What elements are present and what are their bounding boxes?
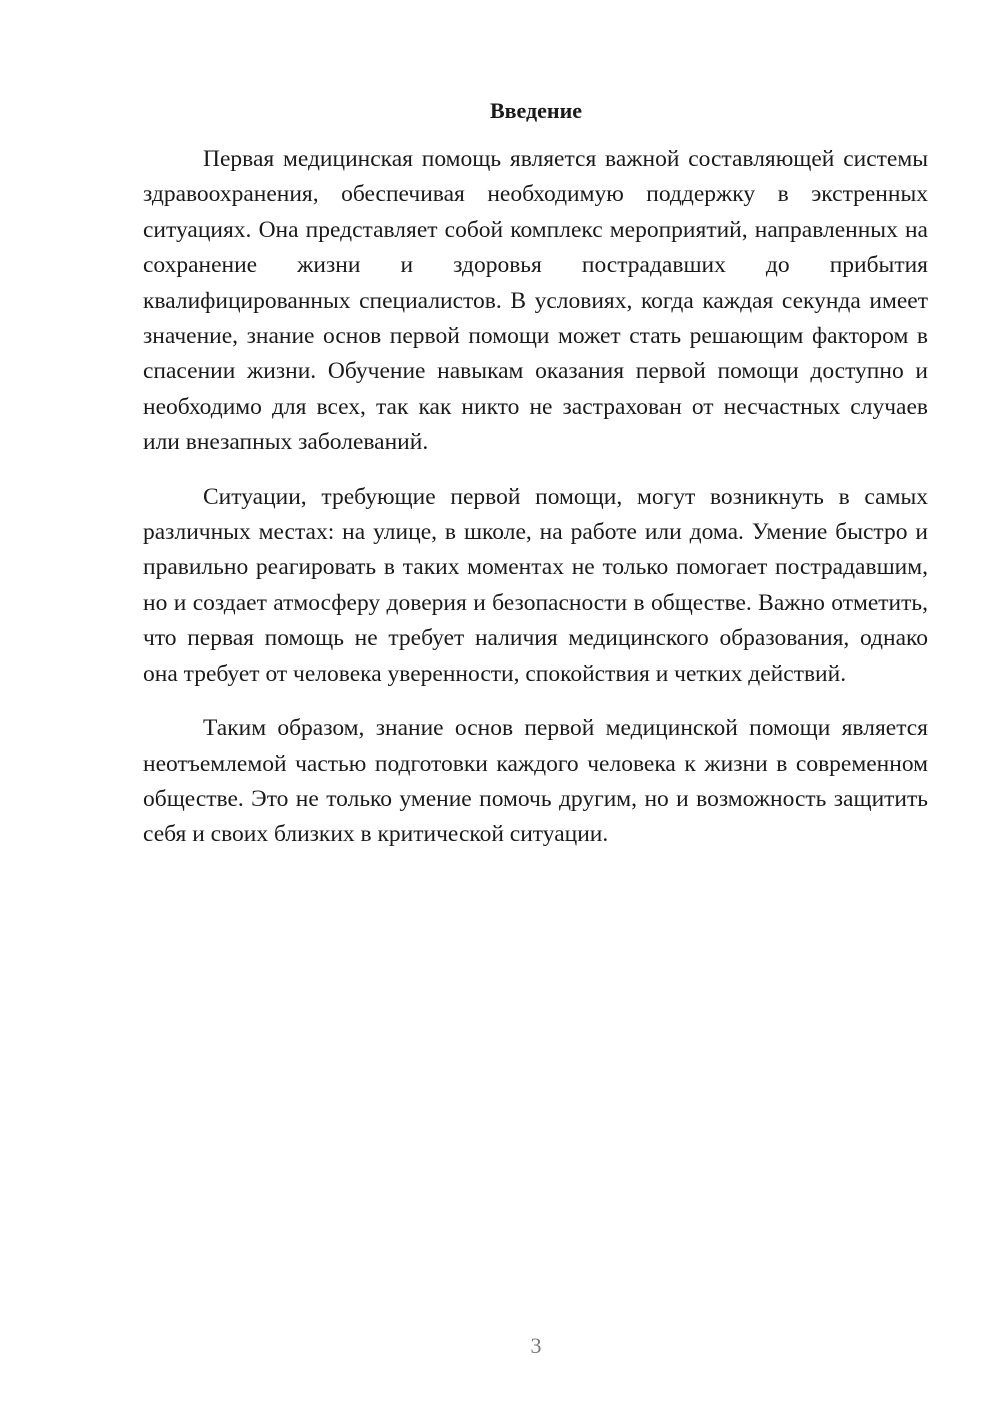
paragraph-1: Первая медицинская помощь является важной составляющей системы здравоохранения, обеспечивая необходимую поддержку в экстренных ситуациях. Она представляет собой комплекс мероприятий, направленных на сохранение жизни и здоровья пострадавших до прибытия квалифицированных специалистов. В условиях, когда каждая секунда имеет значение, знание основ первой помощи может стать решающим фактором в спасении жизни. Обучение навыкам оказания первой помощи доступно и необходимо для всех, так как никто не застрахован от несчастных случаев или внезапных заболеваний. [143,146,928,456]
document-body [143,142,928,853]
page-number: 3 [530,1333,542,1358]
paragraph-2: Ситуации, требующие первой помощи, могут возникнуть в самых различных местах: на улице, в школе, на работе или дома. Умение быстро и правильно реагировать в таких моментах не только помогает пострадавшим, но и создает атмосферу доверия и безопасности в обществе. Важно отметить, что первая помощь не требует наличия медицинского образования, однако она требует от человека уверенности, спокойствия и четких действий. [143,483,928,687]
paragraph-3: Таким образом, знание основ первой медицинской помощи является неотъемлемой частью подготовки каждого человека к жизни в современном обществе. Это не только умение помочь другим, но и возможность защитить себя и своих близких в критической ситуации. [143,715,928,848]
section-heading: Введение [489,98,583,123]
